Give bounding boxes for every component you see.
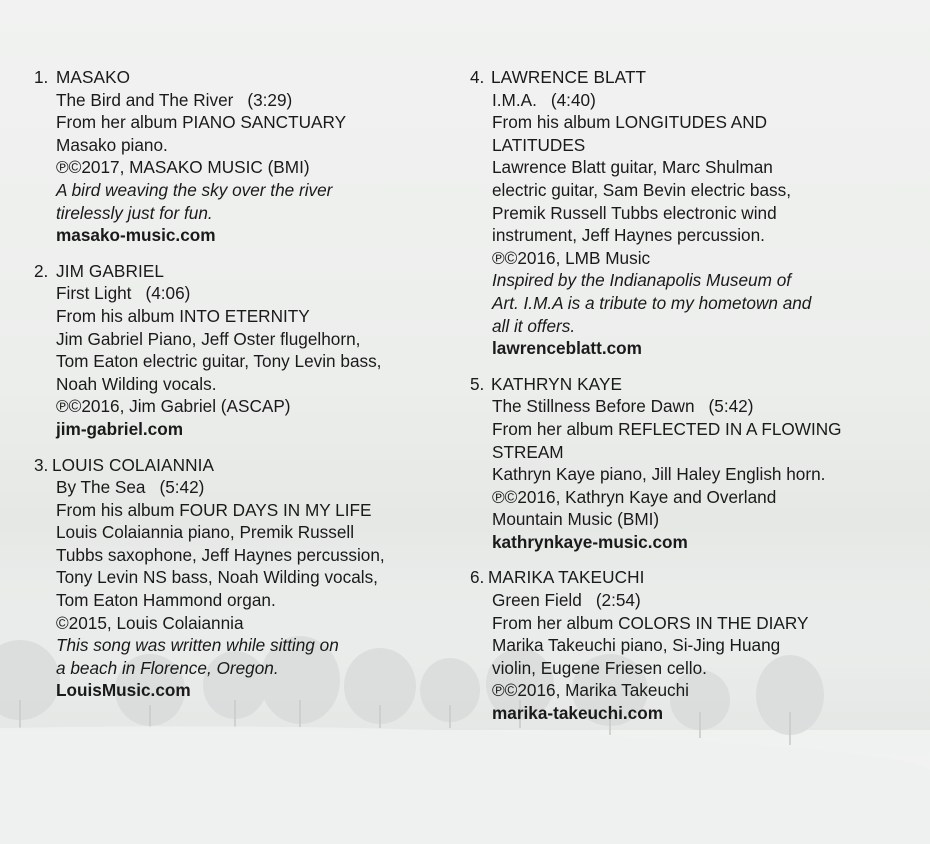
track-detail-line: Kathryn Kaye piano, Jill Haley English horn. bbox=[492, 464, 826, 485]
track-note-line: Inspired by the Indianapolis Museum of bbox=[492, 270, 792, 291]
track-detail-line: From her album REFLECTED IN A FLOWING bbox=[492, 418, 842, 439]
track-detail-line: Tony Levin NS bass, Noah Wilding vocals, bbox=[56, 567, 378, 588]
track-copyright-line: ℗©2017, MASAKO MUSIC (BMI) bbox=[56, 157, 310, 178]
track-title-line bbox=[492, 589, 880, 612]
artist-website-link[interactable]: masako-music.com bbox=[56, 225, 216, 246]
track-heading bbox=[34, 454, 434, 477]
track-note-line: Art. I.M.A is a tribute to my hometown and bbox=[492, 292, 812, 313]
track-entry bbox=[470, 66, 880, 360]
track-title-line bbox=[56, 89, 434, 112]
track-duration: (4:40) bbox=[550, 89, 596, 110]
track-title: The Bird and The River bbox=[56, 89, 234, 110]
track-heading bbox=[470, 66, 880, 89]
track-heading bbox=[34, 260, 434, 283]
track-detail-line: violin, Eugene Friesen cello. bbox=[492, 657, 707, 678]
track-number: 5. bbox=[470, 373, 485, 394]
track-duration: (2:54) bbox=[595, 590, 641, 611]
track-artist: MARIKA TAKEUCHI bbox=[488, 567, 645, 588]
tracklist-right-column bbox=[470, 66, 880, 738]
track-heading bbox=[470, 373, 880, 396]
track-artist: KATHRYN KAYE bbox=[491, 373, 623, 394]
track-detail-line: LATITUDES bbox=[492, 134, 586, 155]
tracklist-left-column bbox=[34, 66, 434, 715]
track-heading bbox=[470, 566, 880, 589]
track-detail-line: From her album COLORS IN THE DIARY bbox=[492, 612, 809, 633]
track-detail-line: STREAM bbox=[492, 441, 564, 462]
track-title: I.M.A. bbox=[492, 89, 537, 110]
track-entry bbox=[34, 66, 434, 247]
track-duration: (5:42) bbox=[159, 477, 205, 498]
track-title-line bbox=[492, 395, 880, 418]
track-artist: LAWRENCE BLATT bbox=[491, 67, 647, 87]
track-detail-line: From his album LONGITUDES AND bbox=[492, 112, 768, 133]
track-detail-line: instrument, Jeff Haynes percussion. bbox=[492, 225, 765, 246]
track-entry bbox=[34, 454, 434, 703]
track-entry bbox=[34, 260, 434, 441]
track-title-line bbox=[492, 89, 880, 112]
track-title-line bbox=[56, 476, 434, 499]
artist-website-link[interactable]: LouisMusic.com bbox=[56, 680, 191, 701]
track-detail-line: Tom Eaton Hammond organ. bbox=[56, 590, 276, 611]
artist-website-link[interactable]: marika-takeuchi.com bbox=[492, 703, 663, 724]
track-copyright-line: ℗©2016, LMB Music bbox=[492, 247, 651, 268]
track-detail-line: From her album PIANO SANCTUARY bbox=[56, 112, 347, 133]
artist-website-link[interactable]: lawrenceblatt.com bbox=[492, 338, 642, 359]
track-note-line: tirelessly just for fun. bbox=[56, 202, 213, 223]
track-detail-line: Premik Russell Tubbs electronic wind bbox=[492, 202, 777, 223]
track-title: Green Field bbox=[492, 590, 582, 611]
track-artist: MASAKO bbox=[56, 67, 131, 87]
track-title: First Light bbox=[56, 283, 132, 304]
track-copyright-line: ℗©2016, Jim Gabriel (ASCAP) bbox=[56, 396, 291, 417]
track-detail-line: Louis Colaiannia piano, Premik Russell bbox=[56, 522, 355, 543]
track-note-line: A bird weaving the sky over the river bbox=[56, 179, 333, 200]
track-copyright-line: ©2015, Louis Colaiannia bbox=[56, 612, 244, 633]
track-artist: LOUIS COLAIANNIA bbox=[52, 454, 215, 475]
track-detail-line: Mountain Music (BMI) bbox=[492, 509, 660, 530]
track-detail-line: From his album FOUR DAYS IN MY LIFE bbox=[56, 499, 372, 520]
track-detail-line: From his album INTO ETERNITY bbox=[56, 305, 310, 326]
track-number: 3. bbox=[34, 454, 49, 475]
track-duration: (3:29) bbox=[247, 89, 293, 110]
track-detail-line: Noah Wilding vocals. bbox=[56, 373, 217, 394]
track-detail-line: Tom Eaton electric guitar, Tony Levin bass, bbox=[56, 351, 382, 372]
track-number: 1. bbox=[34, 67, 49, 87]
track-title-line bbox=[56, 282, 434, 305]
artist-website-link[interactable]: jim-gabriel.com bbox=[56, 418, 184, 439]
track-note-line: all it offers. bbox=[492, 315, 576, 336]
track-detail-line: Marika Takeuchi piano, Si-Jing Huang bbox=[492, 635, 781, 656]
track-title: The Stillness Before Dawn bbox=[492, 396, 695, 417]
track-detail-line: Tubbs saxophone, Jeff Haynes percussion, bbox=[56, 544, 385, 565]
track-detail-line: electric guitar, Sam Bevin electric bass, bbox=[492, 179, 791, 200]
track-number: 4. bbox=[470, 67, 485, 87]
track-note-line: This song was written while sitting on bbox=[56, 635, 339, 656]
artist-website-link[interactable]: kathrynkaye-music.com bbox=[492, 531, 688, 552]
track-artist: JIM GABRIEL bbox=[56, 260, 165, 281]
track-heading bbox=[34, 66, 434, 89]
track-duration: (4:06) bbox=[145, 283, 191, 304]
track-copyright-line: ℗©2016, Marika Takeuchi bbox=[492, 680, 689, 701]
track-duration: (5:42) bbox=[708, 396, 754, 417]
track-number: 2. bbox=[34, 260, 49, 281]
track-entry bbox=[470, 373, 880, 554]
track-note-line: a beach in Florence, Oregon. bbox=[56, 657, 279, 678]
track-number: 6. bbox=[470, 567, 485, 588]
track-entry bbox=[470, 566, 880, 724]
track-copyright-line: ℗©2016, Kathryn Kaye and Overland bbox=[492, 486, 777, 507]
track-detail-line: Jim Gabriel Piano, Jeff Oster flugelhorn, bbox=[56, 328, 361, 349]
track-detail-line: Masako piano. bbox=[56, 134, 168, 155]
track-detail-line: Lawrence Blatt guitar, Marc Shulman bbox=[492, 157, 773, 178]
track-title: By The Sea bbox=[56, 477, 146, 498]
